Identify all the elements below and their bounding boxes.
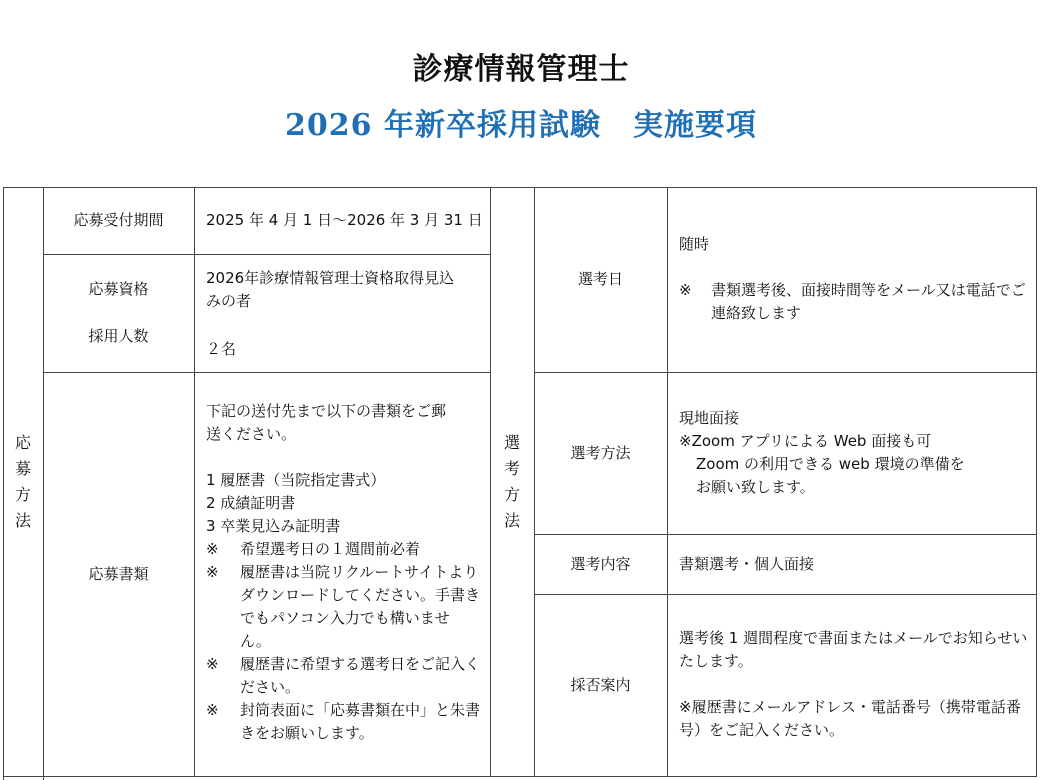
- doc-line: 下記の送付先まで以下の書類をご郵: [206, 402, 447, 420]
- value-selection-content: 書類選考・個人面接: [679, 555, 815, 573]
- page-title: 診療情報管理士: [412, 52, 630, 87]
- doc-line: 送ください。: [206, 425, 297, 443]
- section-label-selection: 選 考 方 法: [503, 433, 520, 530]
- section-label-application: 応 募 方 法: [14, 433, 31, 530]
- doc-note: ※ 希望選考日の１週間前必着: [206, 540, 421, 558]
- value-application-period: 2025 年 4 月 1 日～2026 年 3 月 31 日: [206, 211, 483, 229]
- value-selection-date: 随時 ※ 書類選考後、面接時間等をメール又は電話でご連絡致します: [679, 235, 1026, 322]
- value-result-notice: 選考後 1 週間程度で書面またはメールでお知らせいたします。 ※履歴書にメールアドレス・電話番号（携帯電話番号）をご記入ください。: [679, 629, 1028, 739]
- doc-note: ※ 履歴書は当院リクルートサイトよりダウンロードしてください。手書きでもパソコン入力でも構いません。: [206, 563, 481, 650]
- doc-item: 1 履歴書（当院指定書式）: [206, 471, 386, 489]
- label-selection-content: 選考内容: [570, 555, 631, 573]
- doc-note: ※ 封筒表面に「応募書類在中」と朱書きをお願いします。: [206, 701, 481, 742]
- label-result-notice: 採否案内: [570, 676, 631, 694]
- label-headcount: 採用人数: [88, 327, 149, 345]
- label-application-period: 応募受付期間: [73, 211, 164, 229]
- page-subtitle: [0, 100, 1042, 144]
- value-eligibility: 2026年診療情報管理士資格取得見込 みの者: [206, 269, 455, 310]
- label-selection-date: 選考日: [577, 270, 623, 288]
- subtitle-part-a: 2026 年新卒採用試験: [285, 108, 601, 143]
- doc-note: ※ 履歴書に希望する選考日をご記入ください。: [206, 655, 481, 696]
- value-selection-method: 現地面接 ※Zoom アプリによる Web 面接も可 Zoom の利用できる web 環境の準備を お願い致します。: [679, 409, 965, 496]
- value-documents: [206, 400, 480, 745]
- label-documents: 応募書類: [88, 565, 149, 583]
- label-eligibility: 応募資格: [88, 280, 149, 298]
- subtitle-part-b: 実施要項: [632, 108, 757, 143]
- doc-item: 2 成績証明書: [206, 494, 296, 512]
- doc-item: 3 卒業見込み証明書: [206, 517, 341, 535]
- label-selection-method: 選考方法: [570, 444, 631, 462]
- value-headcount: ２名: [206, 340, 237, 358]
